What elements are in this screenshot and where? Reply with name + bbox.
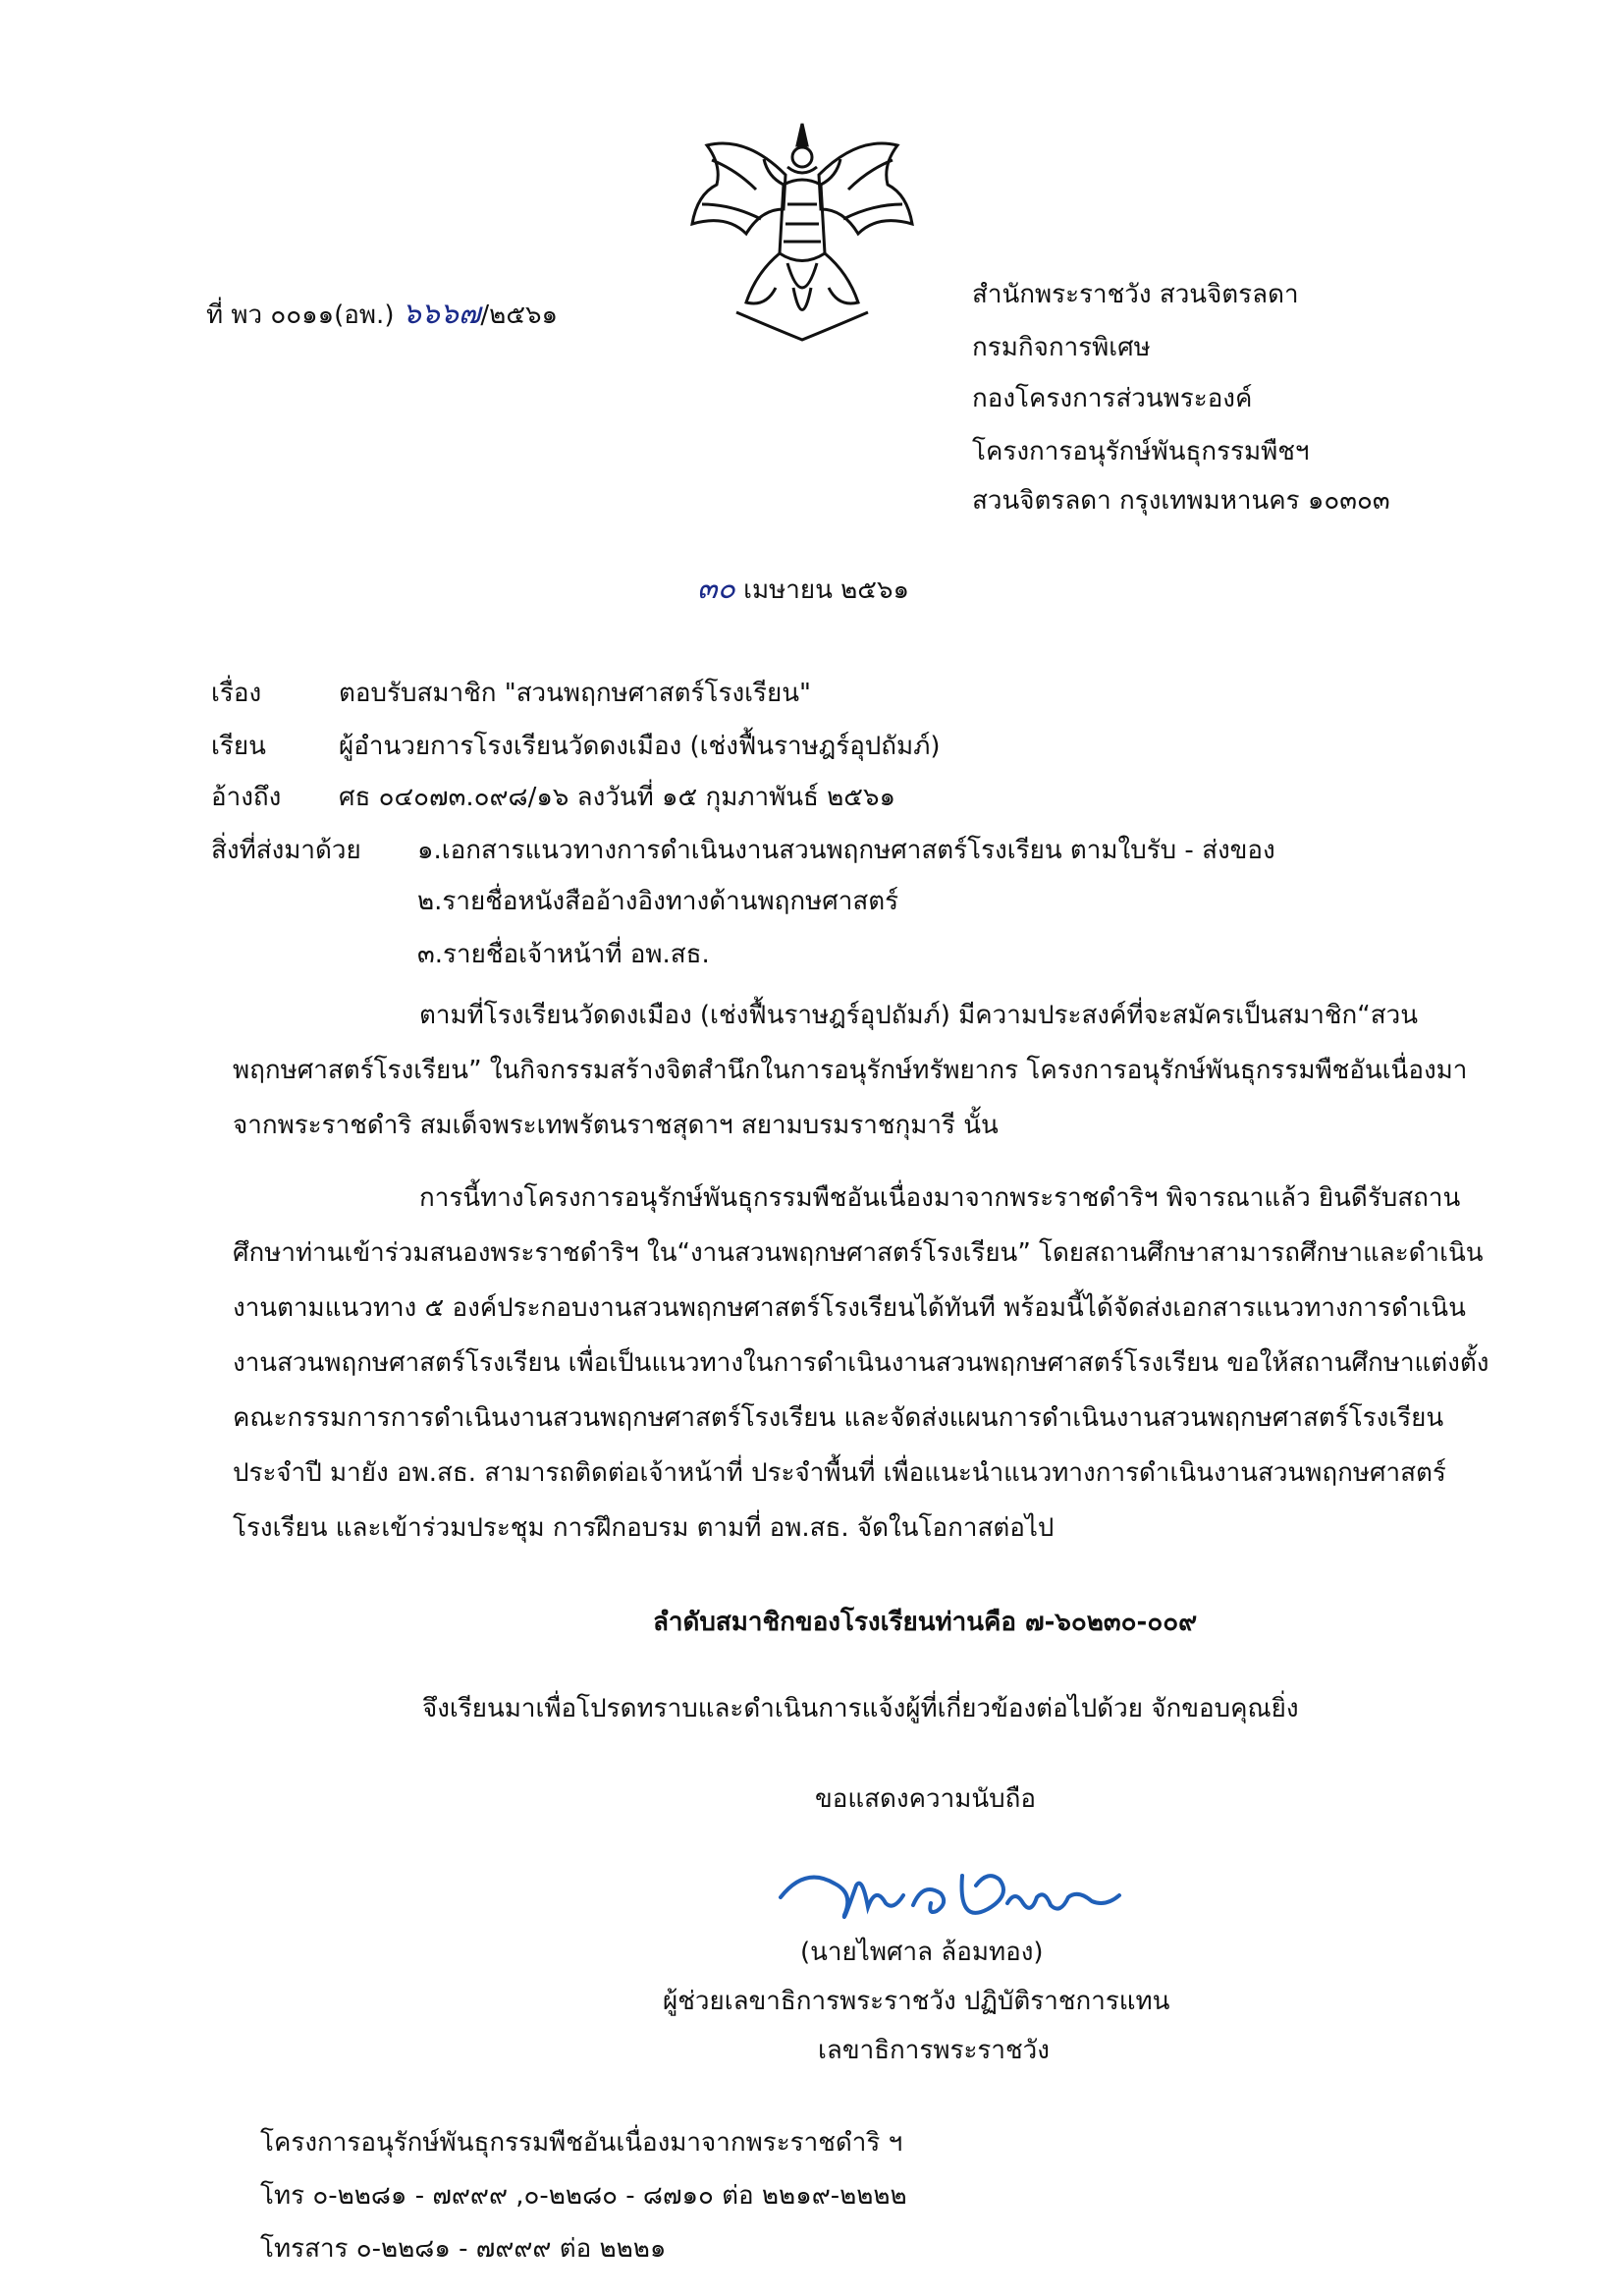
address-line: กองโครงการส่วนพระองค์ [972, 384, 1253, 413]
garuda-emblem-icon [677, 116, 928, 347]
recipient-label: เรียน [211, 732, 266, 761]
handwritten-date-day: ๓๐ [697, 572, 735, 606]
member-number: ลำดับสมาชิกของโรงเรียนท่านคือ ๗-๖๐๒๓๐-๐๐๙ [653, 1608, 1198, 1637]
body-paragraph-1 [233, 988, 1509, 1153]
reference-suffix: /๒๕๖๑ [480, 301, 559, 330]
letter-date [697, 570, 909, 610]
footer-phone: โทร ๐-๒๒๘๑ - ๗๙๙๙ ,๐-๒๒๘๐ - ๘๗๑๐ ต่อ ๒๒๑๙-๒๒๒๒ [260, 2181, 907, 2211]
paragraph-text: ตามที่โรงเรียนวัดดงเมือง (เช่งฟื้นราษฎร์อุปถัมภ์) มีความประสงค์ที่จะสมัครเป็นสมาชิก“สวนพฤกษศาสตร์โรงเรียน” ในกิจกรรมสร้างจิตสำนึกในการอนุรักษ์ทรัพยากร โครงการอนุรักษ์พันธุกรรมพืชอันเนื่องมาจากพระราชดำริ สมเด็จพระเทพรัตนราชสุดาฯ สยามบรมราชกุมารี นั้น [233, 1001, 1468, 1140]
handwritten-signature-icon [766, 1846, 1129, 1935]
reference-doc-label: อ้างถึง [211, 783, 282, 812]
subject-label: เรื่อง [211, 679, 262, 708]
recipient-line [211, 727, 940, 766]
signatory-title: เลขาธิการพระราชวัง [818, 2036, 1050, 2065]
reference-doc-text: ศธ ๐๔๐๗๓.๐๙๘/๑๖ ลงวันที่ ๑๕ กุมภาพันธ์ ๒๕๖๑ [339, 783, 895, 812]
address-line: กรมกิจการพิเศษ [972, 333, 1151, 362]
paragraph-text: การนี้ทางโครงการอนุรักษ์พันธุกรรมพืชอันเนื่องมาจากพระราชดำริฯ พิจารณาแล้ว ยินดีรับสถานศึกษาท่านเข้าร่วมสนองพระราชดำริฯ ใน“งานสวนพฤกษศาสตร์โรงเรียน” โดยสถานศึกษาสามารถศึกษาและดำเนินงานตามแนวทาง ๕ องค์ประกอบงานสวนพฤกษศาสตร์โรงเรียนได้ทันที พร้อมนี้ได้จัดส่งเอกสารแนวทางการดำเนินงานสวนพฤกษศาสตร์โรงเรียน เพื่อเป็นแนวทางในการดำเนินงานสวนพฤกษศาสตร์โรงเรียน ขอให้สถานศึกษาแต่งตั้งคณะกรรมการการดำเนินงานสวนพฤกษศาสตร์โรงเรียน และจัดส่งแผนการดำเนินงานสวนพฤกษศาสตร์โรงเรียนประจำปี มายัง อพ.สธ. สามารถติดต่อเจ้าหน้าที่ ประจำพื้นที่ เพื่อแนะนำแนวทางการดำเนินงานสวนพฤกษศาสตร์โรงเรียน และเข้าร่วมประชุม การฝึกอบรม ตามที่ อพ.สธ. จัดในโอกาสต่อไป [233, 1183, 1489, 1543]
recipient-text: ผู้อำนวยการโรงเรียนวัดดงเมือง (เช่งฟื้นราษฎร์อุปถัมภ์) [339, 732, 941, 761]
address-line: โครงการอนุรักษ์พันธุกรรมพืชฯ [972, 437, 1310, 466]
footer-organization: โครงการอนุรักษ์พันธุกรรมพืชอันเนื่องมาจากพระราชดำริ ฯ [260, 2128, 903, 2158]
handwritten-reference-number: ๖๖๖๗ [402, 297, 481, 331]
enclosure-item: ๒.รายชื่อหนังสืออ้างอิงทางด้านพฤกษศาสตร์ [417, 887, 899, 916]
salutation: ขอแสดงความนับถือ [815, 1784, 1036, 1814]
subject-text: ตอบรับสมาชิก "สวนพฤกษศาสตร์โรงเรียน" [339, 679, 811, 708]
enclosures-label: สิ่งที่ส่งมาด้วย [211, 836, 361, 865]
reference-prefix: ที่ พว ๐๐๑๑(อพ.) [206, 301, 403, 330]
reference-doc-line [211, 778, 895, 817]
address-line: สวนจิตรลดา กรุงเทพมหานคร ๑๐๓๐๓ [972, 486, 1390, 516]
enclosure-item: ๓.รายชื่อเจ้าหน้าที่ อพ.สธ. [417, 940, 710, 969]
signatory-name: (นายไพศาล ล้อมทอง) [800, 1938, 1044, 1967]
body-paragraph-2 [233, 1171, 1509, 1556]
closing-sentence: จึงเรียนมาเพื่อโปรดทราบและดำเนินการแจ้งผู้ที่เกี่ยวข้องต่อไปด้วย จักขอบคุณยิ่ง [422, 1694, 1299, 1723]
subject-line [211, 674, 811, 713]
date-rest: เมษายน ๒๕๖๑ [734, 575, 909, 605]
signatory-title: ผู้ช่วยเลขาธิการพระราชวัง ปฏิบัติราชการแทน [663, 1987, 1170, 2016]
footer-fax: โทรสาร ๐-๒๒๘๑ - ๗๙๙๙ ต่อ ๒๒๒๑ [260, 2234, 667, 2264]
reference-number [206, 295, 558, 335]
address-line: สำนักพระราชวัง สวนจิตรลดา [972, 280, 1299, 309]
enclosure-item: ๑.เอกสารแนวทางการดำเนินงานสวนพฤกษศาสตร์โรงเรียน ตามใบรับ - ส่งของ [417, 836, 1275, 865]
